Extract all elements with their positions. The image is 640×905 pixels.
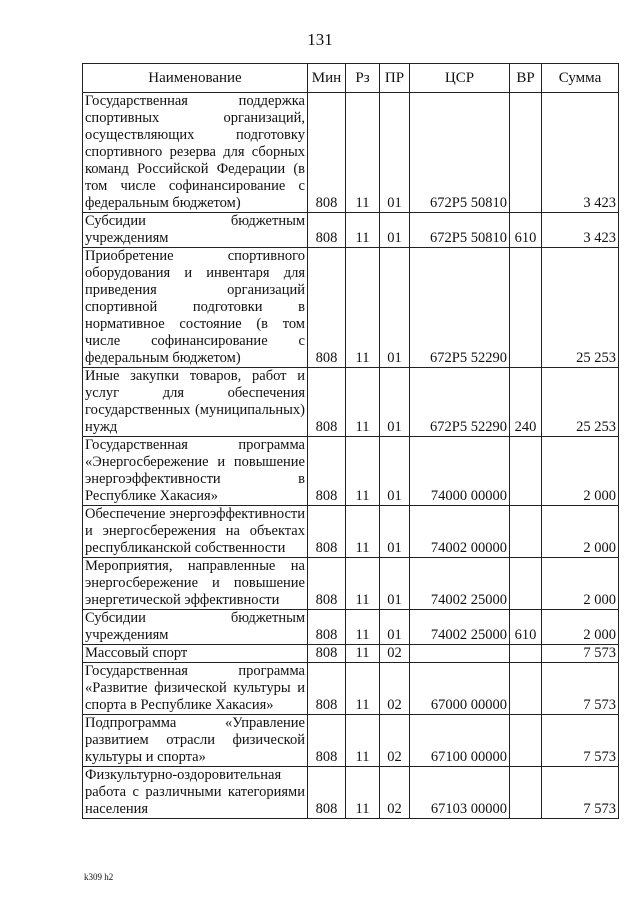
row-csr: 67000 00000 bbox=[410, 663, 510, 715]
table-row bbox=[83, 248, 619, 368]
row-name: Иные закупки товаров, работ и услуг для обеспечения государственных (муниципальных) нужд bbox=[83, 368, 308, 437]
row-vr bbox=[510, 437, 542, 506]
table-row bbox=[83, 715, 619, 767]
row-pr: 01 bbox=[380, 93, 410, 213]
row-min: 808 bbox=[308, 610, 346, 645]
row-sum: 2 000 bbox=[542, 610, 619, 645]
row-sum: 25 253 bbox=[542, 248, 619, 368]
row-name: Субсидии бюджетным учреждениям bbox=[83, 213, 308, 248]
row-vr bbox=[510, 506, 542, 558]
header-vr: ВР bbox=[510, 64, 542, 93]
row-min: 808 bbox=[308, 715, 346, 767]
row-sum: 2 000 bbox=[542, 437, 619, 506]
row-rz: 11 bbox=[346, 437, 380, 506]
row-vr bbox=[510, 767, 542, 819]
row-pr: 01 bbox=[380, 437, 410, 506]
row-sum: 7 573 bbox=[542, 663, 619, 715]
row-name: Государственная поддержка спортивных организаций, осуществляющих подготовку спортивного резерва для сборных команд Российской Федерации (в том числе софинансирование с федеральным бюджетом) bbox=[83, 93, 308, 213]
row-csr bbox=[410, 645, 510, 663]
row-rz: 11 bbox=[346, 93, 380, 213]
row-min: 808 bbox=[308, 506, 346, 558]
row-vr bbox=[510, 93, 542, 213]
row-name: Обеспечение энергоэффективности и энергосбережения на объектах республиканской собственности bbox=[83, 506, 308, 558]
table-row bbox=[83, 213, 619, 248]
row-rz: 11 bbox=[346, 248, 380, 368]
row-min: 808 bbox=[308, 248, 346, 368]
row-min: 808 bbox=[308, 368, 346, 437]
row-csr: 672P5 52290 bbox=[410, 368, 510, 437]
row-pr: 02 bbox=[380, 645, 410, 663]
row-csr: 74002 25000 bbox=[410, 610, 510, 645]
row-sum: 3 423 bbox=[542, 213, 619, 248]
row-rz: 11 bbox=[346, 506, 380, 558]
table-header-row bbox=[83, 64, 619, 93]
row-min: 808 bbox=[308, 213, 346, 248]
row-min: 808 bbox=[308, 663, 346, 715]
table-row bbox=[83, 663, 619, 715]
row-vr bbox=[510, 715, 542, 767]
row-csr: 672P5 50810 bbox=[410, 93, 510, 213]
row-pr: 02 bbox=[380, 767, 410, 819]
row-csr: 672P5 52290 bbox=[410, 248, 510, 368]
row-pr: 01 bbox=[380, 610, 410, 645]
row-vr: 610 bbox=[510, 610, 542, 645]
row-min: 808 bbox=[308, 558, 346, 610]
footer-code: k309 h2 bbox=[84, 872, 114, 882]
row-min: 808 bbox=[308, 93, 346, 213]
row-rz: 11 bbox=[346, 645, 380, 663]
table-row bbox=[83, 610, 619, 645]
table-row bbox=[83, 506, 619, 558]
row-vr bbox=[510, 663, 542, 715]
row-csr: 672P5 50810 bbox=[410, 213, 510, 248]
table-row bbox=[83, 767, 619, 819]
header-sum: Сумма bbox=[542, 64, 619, 93]
row-rz: 11 bbox=[346, 663, 380, 715]
row-pr: 01 bbox=[380, 368, 410, 437]
row-sum: 7 573 bbox=[542, 645, 619, 663]
row-name: Приобретение спортивного оборудования и инвентаря для приведения организаций спортивной подготовки в нормативное состояние (в том числе софинансирование с федеральным бюджетом) bbox=[83, 248, 308, 368]
row-rz: 11 bbox=[346, 213, 380, 248]
table-row bbox=[83, 645, 619, 663]
row-pr: 01 bbox=[380, 506, 410, 558]
table-row bbox=[83, 437, 619, 506]
row-csr: 74000 00000 bbox=[410, 437, 510, 506]
row-rz: 11 bbox=[346, 715, 380, 767]
row-name: Подпрограмма «Управление развитием отрасли физической культуры и спорта» bbox=[83, 715, 308, 767]
row-pr: 02 bbox=[380, 715, 410, 767]
row-name: Физкультурно-оздоровительная работа с различными категориями населения bbox=[83, 767, 308, 819]
budget-table bbox=[82, 63, 619, 819]
row-name: Субсидии бюджетным учреждениям bbox=[83, 610, 308, 645]
row-rz: 11 bbox=[346, 767, 380, 819]
row-vr: 240 bbox=[510, 368, 542, 437]
row-rz: 11 bbox=[346, 610, 380, 645]
row-csr: 74002 00000 bbox=[410, 506, 510, 558]
row-sum: 25 253 bbox=[542, 368, 619, 437]
row-name: Государственная программа «Развитие физической культуры и спорта в Республике Хакасия» bbox=[83, 663, 308, 715]
row-sum: 7 573 bbox=[542, 715, 619, 767]
row-name: Государственная программа «Энергосбережение и повышение энергоэффективности в Республике Хакасия» bbox=[83, 437, 308, 506]
row-min: 808 bbox=[308, 767, 346, 819]
row-pr: 01 bbox=[380, 558, 410, 610]
row-sum: 3 423 bbox=[542, 93, 619, 213]
header-rz: Рз bbox=[346, 64, 380, 93]
row-pr: 02 bbox=[380, 663, 410, 715]
row-name: Массовый спорт bbox=[83, 645, 308, 663]
row-vr bbox=[510, 558, 542, 610]
row-pr: 01 bbox=[380, 248, 410, 368]
header-csr: ЦСР bbox=[410, 64, 510, 93]
row-min: 808 bbox=[308, 437, 346, 506]
row-vr: 610 bbox=[510, 213, 542, 248]
row-csr: 67100 00000 bbox=[410, 715, 510, 767]
header-name: Наименование bbox=[83, 64, 308, 93]
row-sum: 7 573 bbox=[542, 767, 619, 819]
header-min: Мин bbox=[308, 64, 346, 93]
header-pr: ПР bbox=[380, 64, 410, 93]
page-number: 131 bbox=[307, 30, 333, 49]
row-rz: 11 bbox=[346, 558, 380, 610]
row-csr: 74002 25000 bbox=[410, 558, 510, 610]
row-sum: 2 000 bbox=[542, 558, 619, 610]
row-sum: 2 000 bbox=[542, 506, 619, 558]
row-name: Мероприятия, направленные на энергосбережение и повышение энергетической эффективности bbox=[83, 558, 308, 610]
row-rz: 11 bbox=[346, 368, 380, 437]
row-vr bbox=[510, 645, 542, 663]
row-csr: 67103 00000 bbox=[410, 767, 510, 819]
row-vr bbox=[510, 248, 542, 368]
row-min: 808 bbox=[308, 645, 346, 663]
table-row bbox=[83, 93, 619, 213]
row-pr: 01 bbox=[380, 213, 410, 248]
table-row bbox=[83, 368, 619, 437]
table-row bbox=[83, 558, 619, 610]
